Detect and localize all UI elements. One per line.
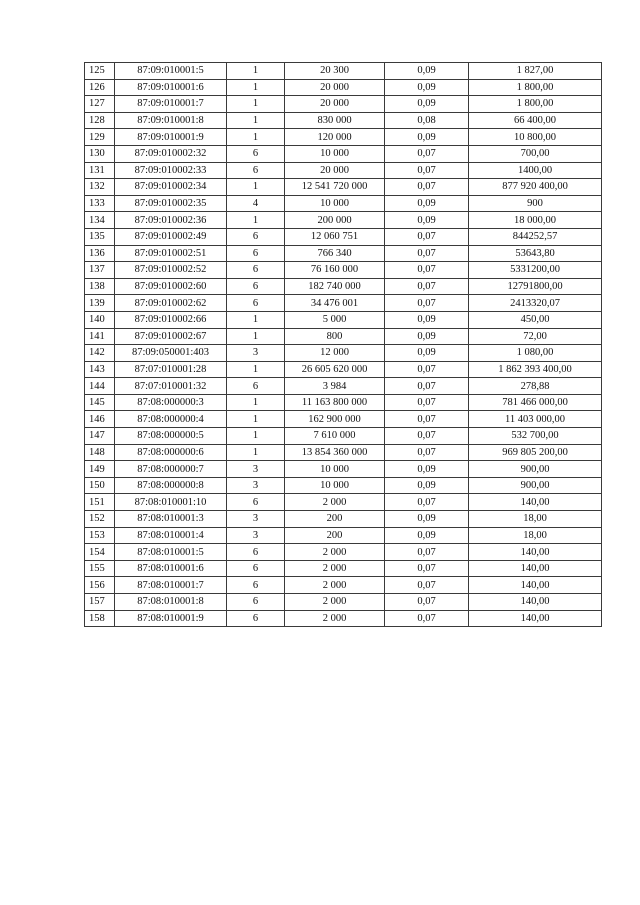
category-cell: 4 [227,195,285,212]
category-cell: 6 [227,145,285,162]
row-number-cell: 153 [85,527,115,544]
row-number-cell: 151 [85,494,115,511]
tax-amount-cell: 532 700,00 [469,428,602,445]
tax-amount-cell: 900 [469,195,602,212]
category-cell: 3 [227,461,285,478]
table-row [85,378,602,395]
cadastral-number-cell: 87:09:010001:9 [115,129,227,146]
table-row [85,444,602,461]
category-cell: 6 [227,278,285,295]
tax-amount-cell: 781 466 000,00 [469,394,602,411]
table-row [85,179,602,196]
cadastral-value-cell: 7 610 000 [285,428,385,445]
cadastral-value-cell: 2 000 [285,494,385,511]
tax-rate-cell: 0,07 [385,361,469,378]
cadastral-number-cell: 87:09:010002:36 [115,212,227,229]
cadastral-number-cell: 87:08:000000:8 [115,477,227,494]
table-row [85,494,602,511]
table-body [85,63,602,627]
category-cell: 1 [227,361,285,378]
tax-rate-cell: 0,08 [385,112,469,129]
row-number-cell: 152 [85,511,115,528]
cadastral-value-cell: 182 740 000 [285,278,385,295]
cadastral-number-cell: 87:09:010002:34 [115,179,227,196]
tax-amount-cell: 66 400,00 [469,112,602,129]
table-row [85,295,602,312]
category-cell: 6 [227,494,285,511]
category-cell: 1 [227,394,285,411]
tax-rate-cell: 0,09 [385,212,469,229]
cadastral-number-cell: 87:08:010001:5 [115,544,227,561]
tax-rate-cell: 0,07 [385,162,469,179]
cadastral-number-cell: 87:09:010002:60 [115,278,227,295]
tax-amount-cell: 140,00 [469,560,602,577]
table-row [85,245,602,262]
table-row [85,228,602,245]
row-number-cell: 150 [85,477,115,494]
table-row [85,96,602,113]
cadastral-value-cell: 12 541 720 000 [285,179,385,196]
category-cell: 3 [227,477,285,494]
tax-amount-cell: 140,00 [469,610,602,627]
cadastral-value-cell: 10 000 [285,195,385,212]
row-number-cell: 126 [85,79,115,96]
cadastral-value-cell: 20 000 [285,162,385,179]
cadastral-value-cell: 120 000 [285,129,385,146]
tax-rate-cell: 0,07 [385,444,469,461]
table-row [85,511,602,528]
table-row [85,129,602,146]
tax-rate-cell: 0,07 [385,295,469,312]
row-number-cell: 148 [85,444,115,461]
row-number-cell: 149 [85,461,115,478]
table-row [85,577,602,594]
tax-amount-cell: 12791800,00 [469,278,602,295]
row-number-cell: 138 [85,278,115,295]
tax-amount-cell: 1 862 393 400,00 [469,361,602,378]
table-row [85,345,602,362]
tax-rate-cell: 0,09 [385,477,469,494]
category-cell: 6 [227,228,285,245]
cadastral-number-cell: 87:08:000000:4 [115,411,227,428]
tax-amount-cell: 1 800,00 [469,96,602,113]
cadastral-number-cell: 87:07:010001:32 [115,378,227,395]
table-row [85,212,602,229]
tax-rate-cell: 0,07 [385,494,469,511]
tax-amount-cell: 10 800,00 [469,129,602,146]
category-cell: 1 [227,411,285,428]
cadastral-value-cell: 3 984 [285,378,385,395]
cadastral-number-cell: 87:08:010001:3 [115,511,227,528]
row-number-cell: 155 [85,560,115,577]
tax-amount-cell: 1 800,00 [469,79,602,96]
tax-rate-cell: 0,09 [385,527,469,544]
tax-rate-cell: 0,07 [385,428,469,445]
tax-rate-cell: 0,07 [385,577,469,594]
cadastral-number-cell: 87:08:010001:6 [115,560,227,577]
cadastral-number-cell: 87:08:010001:9 [115,610,227,627]
tax-amount-cell: 5331200,00 [469,262,602,279]
cadastral-value-cell: 20 300 [285,63,385,80]
table-row [85,461,602,478]
row-number-cell: 144 [85,378,115,395]
table-row [85,361,602,378]
row-number-cell: 157 [85,594,115,611]
tax-rate-cell: 0,09 [385,96,469,113]
cadastral-value-cell: 2 000 [285,577,385,594]
tax-amount-cell: 1 080,00 [469,345,602,362]
row-number-cell: 135 [85,228,115,245]
table-row [85,610,602,627]
cadastral-value-cell: 20 000 [285,79,385,96]
category-cell: 6 [227,162,285,179]
cadastral-value-cell: 2 000 [285,560,385,577]
row-number-cell: 139 [85,295,115,312]
category-cell: 1 [227,63,285,80]
table-row [85,477,602,494]
category-cell: 1 [227,96,285,113]
cadastral-value-cell: 34 476 001 [285,295,385,312]
row-number-cell: 132 [85,179,115,196]
table-row [85,527,602,544]
tax-rate-cell: 0,07 [385,179,469,196]
tax-amount-cell: 278,88 [469,378,602,395]
tax-amount-cell: 11 403 000,00 [469,411,602,428]
category-cell: 1 [227,444,285,461]
cadastral-value-cell: 20 000 [285,96,385,113]
table-row [85,79,602,96]
category-cell: 6 [227,560,285,577]
table-row [85,278,602,295]
category-cell: 1 [227,112,285,129]
category-cell: 6 [227,577,285,594]
cadastral-value-cell: 2 000 [285,594,385,611]
table-row [85,63,602,80]
cadastral-value-cell: 10 000 [285,145,385,162]
row-number-cell: 142 [85,345,115,362]
table-row [85,544,602,561]
cadastral-number-cell: 87:09:010001:8 [115,112,227,129]
tax-amount-cell: 700,00 [469,145,602,162]
tax-rate-cell: 0,07 [385,278,469,295]
cadastral-number-cell: 87:09:010002:33 [115,162,227,179]
row-number-cell: 146 [85,411,115,428]
tax-rate-cell: 0,07 [385,594,469,611]
table-row [85,428,602,445]
category-cell: 1 [227,428,285,445]
category-cell: 6 [227,544,285,561]
cadastral-value-cell: 200 [285,527,385,544]
cadastral-value-cell: 766 340 [285,245,385,262]
table-row [85,112,602,129]
row-number-cell: 140 [85,311,115,328]
cadastral-number-cell: 87:07:010001:28 [115,361,227,378]
tax-rate-cell: 0,09 [385,79,469,96]
tax-rate-cell: 0,07 [385,262,469,279]
table-row [85,560,602,577]
row-number-cell: 130 [85,145,115,162]
cadastral-number-cell: 87:08:000000:5 [115,428,227,445]
category-cell: 1 [227,179,285,196]
category-cell: 1 [227,79,285,96]
category-cell: 1 [227,328,285,345]
tax-rate-cell: 0,07 [385,610,469,627]
row-number-cell: 143 [85,361,115,378]
row-number-cell: 136 [85,245,115,262]
tax-amount-cell: 844252,57 [469,228,602,245]
tax-amount-cell: 450,00 [469,311,602,328]
row-number-cell: 156 [85,577,115,594]
cadastral-value-cell: 12 060 751 [285,228,385,245]
category-cell: 3 [227,527,285,544]
tax-rate-cell: 0,09 [385,511,469,528]
cadastral-number-cell: 87:09:010002:32 [115,145,227,162]
category-cell: 1 [227,212,285,229]
cadastral-value-cell: 200 [285,511,385,528]
row-number-cell: 137 [85,262,115,279]
tax-amount-cell: 877 920 400,00 [469,179,602,196]
tax-rate-cell: 0,07 [385,394,469,411]
table-row [85,195,602,212]
cadastral-value-cell: 76 160 000 [285,262,385,279]
row-number-cell: 154 [85,544,115,561]
row-number-cell: 125 [85,63,115,80]
cadastral-value-cell: 26 605 620 000 [285,361,385,378]
cadastral-number-cell: 87:09:010002:62 [115,295,227,312]
cadastral-number-cell: 87:09:010002:51 [115,245,227,262]
row-number-cell: 131 [85,162,115,179]
cadastral-value-cell: 11 163 800 000 [285,394,385,411]
tax-rate-cell: 0,07 [385,245,469,262]
cadastral-value-cell: 10 000 [285,461,385,478]
tax-amount-cell: 18 000,00 [469,212,602,229]
category-cell: 3 [227,511,285,528]
tax-amount-cell: 140,00 [469,494,602,511]
table-row [85,145,602,162]
cadastral-number-cell: 87:08:010001:10 [115,494,227,511]
cadastral-number-cell: 87:09:010001:6 [115,79,227,96]
cadastral-value-cell: 10 000 [285,477,385,494]
table-row [85,411,602,428]
table-row [85,328,602,345]
cadastral-value-table [84,62,602,627]
cadastral-value-cell: 13 854 360 000 [285,444,385,461]
table-row [85,162,602,179]
tax-amount-cell: 140,00 [469,594,602,611]
cadastral-value-cell: 2 000 [285,610,385,627]
category-cell: 6 [227,262,285,279]
tax-amount-cell: 1400,00 [469,162,602,179]
row-number-cell: 133 [85,195,115,212]
cadastral-value-cell: 5 000 [285,311,385,328]
tax-rate-cell: 0,09 [385,129,469,146]
table-row [85,594,602,611]
row-number-cell: 127 [85,96,115,113]
cadastral-value-cell: 200 000 [285,212,385,229]
cadastral-number-cell: 87:08:010001:4 [115,527,227,544]
cadastral-number-cell: 87:09:010001:5 [115,63,227,80]
row-number-cell: 141 [85,328,115,345]
tax-rate-cell: 0,07 [385,145,469,162]
row-number-cell: 158 [85,610,115,627]
tax-amount-cell: 140,00 [469,544,602,561]
tax-rate-cell: 0,09 [385,63,469,80]
category-cell: 6 [227,378,285,395]
cadastral-number-cell: 87:09:010002:49 [115,228,227,245]
cadastral-value-cell: 162 900 000 [285,411,385,428]
category-cell: 1 [227,129,285,146]
tax-amount-cell: 53643,80 [469,245,602,262]
cadastral-number-cell: 87:09:010001:7 [115,96,227,113]
row-number-cell: 145 [85,394,115,411]
tax-rate-cell: 0,07 [385,560,469,577]
row-number-cell: 147 [85,428,115,445]
tax-amount-cell: 969 805 200,00 [469,444,602,461]
tax-amount-cell: 140,00 [469,577,602,594]
table-row [85,262,602,279]
tax-rate-cell: 0,09 [385,195,469,212]
category-cell: 3 [227,345,285,362]
tax-amount-cell: 2413320,07 [469,295,602,312]
category-cell: 6 [227,610,285,627]
tax-rate-cell: 0,09 [385,461,469,478]
tax-rate-cell: 0,09 [385,345,469,362]
cadastral-value-cell: 800 [285,328,385,345]
tax-amount-cell: 900,00 [469,461,602,478]
tax-amount-cell: 1 827,00 [469,63,602,80]
cadastral-number-cell: 87:09:010002:52 [115,262,227,279]
tax-rate-cell: 0,09 [385,311,469,328]
cadastral-number-cell: 87:09:050001:403 [115,345,227,362]
cadastral-number-cell: 87:08:010001:8 [115,594,227,611]
tax-rate-cell: 0,07 [385,544,469,561]
cadastral-value-cell: 830 000 [285,112,385,129]
cadastral-number-cell: 87:08:000000:3 [115,394,227,411]
row-number-cell: 134 [85,212,115,229]
tax-amount-cell: 18,00 [469,527,602,544]
category-cell: 6 [227,245,285,262]
tax-rate-cell: 0,07 [385,378,469,395]
category-cell: 1 [227,311,285,328]
cadastral-number-cell: 87:09:010002:35 [115,195,227,212]
cadastral-number-cell: 87:08:000000:6 [115,444,227,461]
row-number-cell: 129 [85,129,115,146]
cadastral-value-cell: 12 000 [285,345,385,362]
tax-rate-cell: 0,07 [385,228,469,245]
cadastral-number-cell: 87:09:010002:66 [115,311,227,328]
cadastral-number-cell: 87:08:010001:7 [115,577,227,594]
cadastral-value-cell: 2 000 [285,544,385,561]
tax-amount-cell: 72,00 [469,328,602,345]
tax-amount-cell: 18,00 [469,511,602,528]
table-row [85,311,602,328]
row-number-cell: 128 [85,112,115,129]
cadastral-number-cell: 87:09:010002:67 [115,328,227,345]
table-row [85,394,602,411]
category-cell: 6 [227,594,285,611]
tax-rate-cell: 0,07 [385,411,469,428]
tax-rate-cell: 0,09 [385,328,469,345]
category-cell: 6 [227,295,285,312]
tax-amount-cell: 900,00 [469,477,602,494]
cadastral-number-cell: 87:08:000000:7 [115,461,227,478]
